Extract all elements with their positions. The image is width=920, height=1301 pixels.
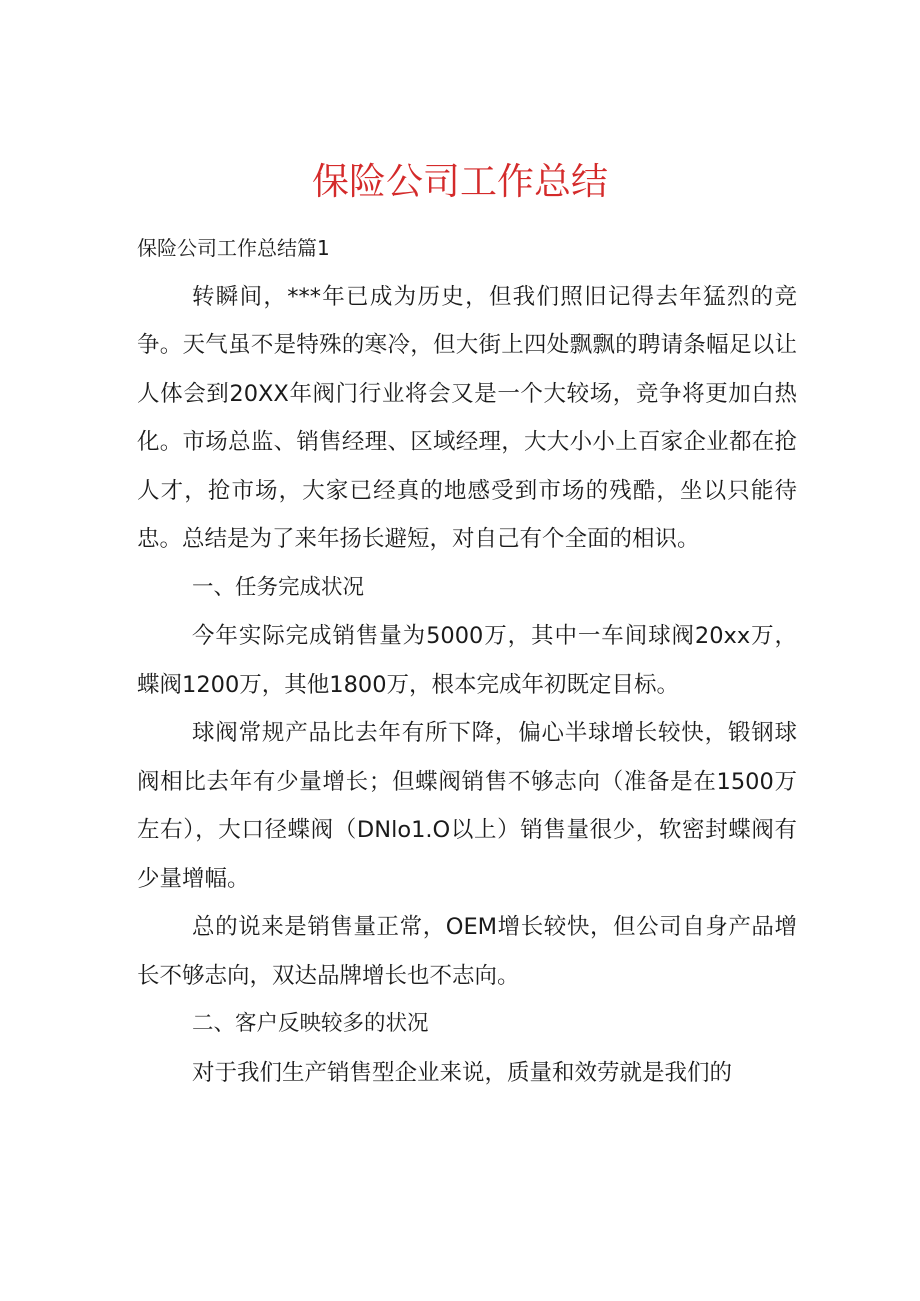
paragraph-intro: 转瞬间，***年已成为历史，但我们照旧记得去年猛烈的竞争。天气虽不是特殊的寒冷，但大街上四处飘飘的聘请条幅足以让人体会到20XX年阀门行业将会又是一个大较场，竞争将更加白热化。市场总监、销售经理、区域经理，大大小小上百家企业都在抢人才，抢市场，大家已经真的地感受到市场的残酷，坐以只能待忠。总结是为了来年扬长避短，对自己有个全面的相识。 <box>137 283 797 552</box>
section-heading-customer-feedback: 二、客户反映较多的状况 <box>192 1011 429 1036</box>
paragraph-product-analysis: 球阀常规产品比去年有所下降，偏心半球增长较快，锻钢球阀相比去年有少量增长；但蝶阀销售不够志向（准备是在1500万左右），大口径蝶阀（DNlo1.O以上）销售量很少，软密封蝶阀有少量增幅。 <box>137 720 797 892</box>
paragraph-sales-volume: 今年实际完成销售量为5000万，其中一车间球阀20xx万，蝶阀1200万，其他1800万，根本完成年初既定目标。 <box>137 623 797 698</box>
paragraph-quality-service: 对于我们生产销售型企业来说，质量和效劳就是我们的 <box>192 1059 733 1086</box>
section-heading-task-completion: 一、任务完成状况 <box>192 574 365 600</box>
paragraph-summary: 总的说来是销售量正常，OEM增长较快，但公司自身产品增长不够志向，双达品牌增长也不志向。 <box>137 914 797 989</box>
document-title: 保险公司工作总结 <box>312 160 608 203</box>
document-body <box>137 224 797 1097</box>
document-subtitle: 保险公司工作总结篇1 <box>137 236 330 260</box>
